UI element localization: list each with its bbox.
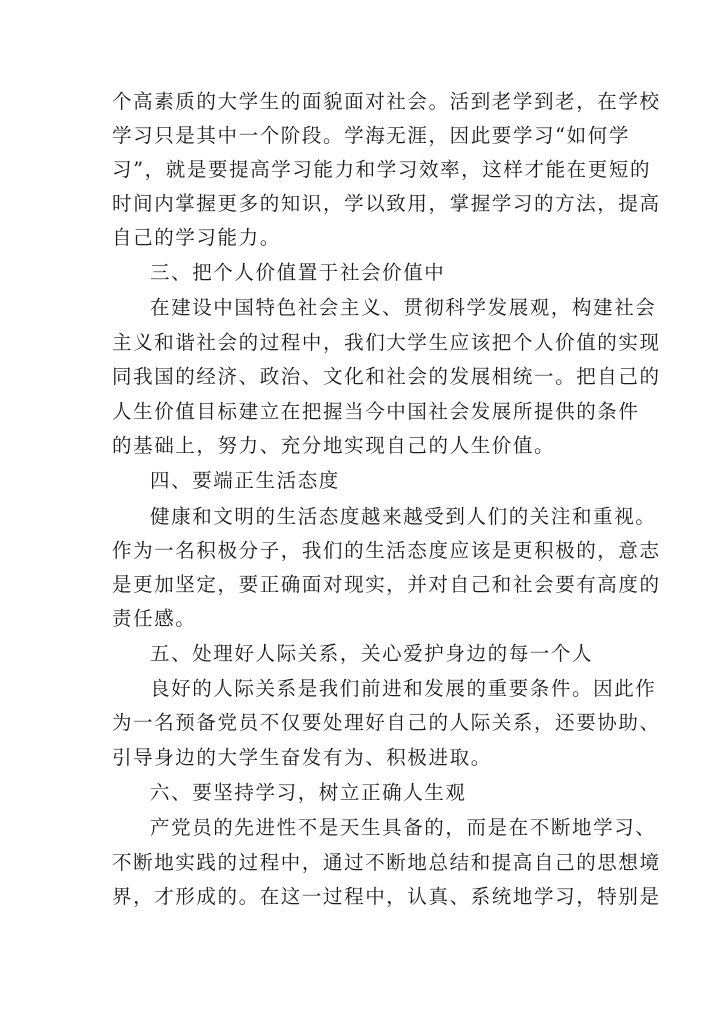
text-line: 产党员的先进性不是天生具备的，而是在不断地学习、	[150, 816, 657, 839]
text-line: 自己的学习能力。	[112, 226, 281, 249]
text-line: 良好的人际关系是我们前进和发展的重要条件。因此作	[150, 677, 657, 700]
section-heading: 五、处理好人际关系，关心爱护身边的每一个人	[150, 642, 594, 665]
section-heading: 四、要端正生活态度	[150, 469, 340, 492]
text-line: 责任感。	[112, 607, 197, 630]
text-line: 是更加坚定，要正确面对现实，并对自己和社会要有高度的	[112, 573, 661, 596]
text-line: 时间内掌握更多的知识，学以致用，掌握学习的方法，提高	[112, 192, 661, 215]
text-line: 主义和谐社会的过程中，我们大学生应该把个人价值的实现	[112, 331, 661, 354]
text-line: 学习只是其中一个阶段。学海无涯，因此要学习“如何学	[112, 124, 630, 147]
text-line: 健康和文明的生活态度越来越受到人们的关注和重视。	[150, 505, 657, 528]
text-line: 作为一名积极分子，我们的生活态度应该是更积极的，意志	[112, 539, 661, 562]
text-line: 同我国的经济、政治、文化和社会的发展相统一。把自己的	[112, 365, 661, 388]
text-line: 为一名预备党员不仅要处理好自己的人际关系，还要协助、	[112, 711, 661, 734]
text-line: 个高素质的大学生的面貌面对社会。活到老学到老，在学校	[112, 90, 661, 113]
text-line: 习”，就是要提高学习能力和学习效率，这样才能在更短的	[112, 158, 652, 181]
section-heading: 六、要坚持学习，树立正确人生观	[150, 781, 467, 804]
text-line: 不断地实践的过程中，通过不断地总结和提高自己的思想境	[112, 851, 661, 874]
text-line: 界，才形成的。在这一过程中，认真、系统地学习，特别是	[112, 885, 661, 908]
section-heading: 三、把个人价值置于社会价值中	[150, 261, 446, 284]
text-line: 在建设中国特色社会主义、贯彻科学发展观，构建社会	[150, 296, 657, 319]
text-line: 引导身边的大学生奋发有为、积极进取。	[112, 746, 492, 769]
text-line: 人生价值目标建立在把握当今中国社会发展所提供的条件	[112, 400, 640, 423]
text-line: 的基础上，努力、充分地实现自己的人生价值。	[112, 434, 556, 457]
